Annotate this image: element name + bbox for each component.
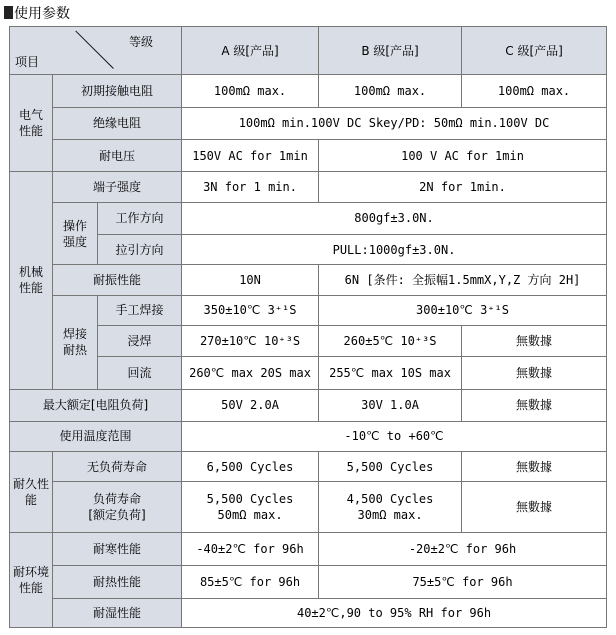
label-load-life-line2: [额定负荷] bbox=[88, 508, 146, 523]
value-temperature-range: -10℃ to +60℃ bbox=[182, 421, 607, 451]
value-terminal-strength-a: 3N for 1 min. bbox=[182, 172, 319, 202]
group-durability-line2: 能 bbox=[24, 493, 37, 508]
group-environment-line2: 性能 bbox=[18, 580, 43, 595]
label-contact-resistance: 初期接触电阻 bbox=[53, 75, 182, 107]
value-humidity: 40±2℃,90 to 95% RH for 96h bbox=[182, 598, 607, 627]
value-load-life-b-line2: 30mΩ max. bbox=[357, 508, 423, 523]
group-environment bbox=[10, 532, 53, 627]
group-mechanical bbox=[10, 172, 53, 389]
label-hand-soldering: 手工焊接 bbox=[98, 295, 182, 325]
value-insulation: 100mΩ min.100V DC Skey/PD: 50mΩ min.100V DC bbox=[182, 107, 607, 139]
label-humidity: 耐湿性能 bbox=[53, 598, 182, 627]
table-row bbox=[10, 452, 607, 482]
value-hand-soldering-bc: 300±10℃ 3⁺¹S bbox=[319, 295, 607, 325]
label-rated-load: 最大额定[电阻负荷] bbox=[10, 389, 182, 421]
value-dip-c: 無數據 bbox=[462, 325, 607, 356]
value-load-life-c: 無數據 bbox=[462, 482, 607, 533]
label-vibration: 耐振性能 bbox=[53, 265, 182, 295]
value-vibration-bc: 6N [条件: 全振幅1.5mmX,Y,Z 方向 2H] bbox=[319, 265, 607, 295]
table-row bbox=[10, 421, 607, 451]
label-withstand-voltage: 耐电压 bbox=[53, 140, 182, 172]
group-operating-line1: 操作 bbox=[62, 218, 87, 233]
header-col-a: A 级[产品] bbox=[182, 27, 319, 75]
table-row bbox=[10, 265, 607, 295]
table-row bbox=[10, 598, 607, 627]
value-pull-direction: PULL:1000gf±3.0N. bbox=[182, 235, 607, 265]
value-load-life-a-line1: 5,500 Cycles bbox=[206, 492, 294, 507]
group-solder-line2: 耐热 bbox=[62, 343, 87, 358]
label-reflow: 回流 bbox=[98, 357, 182, 389]
value-heat-a: 85±5℃ for 96h bbox=[182, 566, 319, 598]
group-electrical bbox=[10, 75, 53, 172]
value-rated-load-b: 30V 1.0A bbox=[319, 389, 462, 421]
header-item-label: 项目 bbox=[15, 55, 40, 70]
value-load-life-b bbox=[319, 482, 462, 533]
table-row bbox=[10, 532, 607, 565]
value-vibration-a: 10N bbox=[182, 265, 319, 295]
value-contact-resistance-c: 100mΩ max. bbox=[462, 75, 607, 107]
header-corner-cell bbox=[10, 27, 182, 75]
header-row bbox=[10, 27, 607, 75]
group-solder-heat bbox=[53, 295, 98, 389]
label-load-life-line1: 负荷寿命 bbox=[93, 492, 142, 507]
table-row bbox=[10, 172, 607, 202]
group-operating-strength bbox=[53, 202, 98, 265]
value-rated-load-c: 無數據 bbox=[462, 389, 607, 421]
value-no-load-life-a: 6,500 Cycles bbox=[182, 452, 319, 482]
value-cold-bc: -20±2℃ for 96h bbox=[319, 532, 607, 565]
label-temperature-range: 使用温度范围 bbox=[10, 421, 182, 451]
table-row bbox=[10, 566, 607, 598]
section-title bbox=[4, 5, 70, 23]
group-electrical-line1: 电气 bbox=[18, 108, 43, 123]
spec-table bbox=[9, 26, 607, 628]
table-row bbox=[10, 325, 607, 356]
value-load-life-b-line1: 4,500 Cycles bbox=[346, 492, 434, 507]
value-reflow-a: 260℃ max 20S max bbox=[182, 357, 319, 389]
value-hand-soldering-a: 350±10℃ 3⁺¹S bbox=[182, 295, 319, 325]
label-working-direction: 工作方向 bbox=[98, 202, 182, 234]
table-row bbox=[10, 482, 607, 533]
label-insulation: 绝缘电阻 bbox=[53, 107, 182, 139]
group-mechanical-line2: 性能 bbox=[18, 281, 43, 296]
value-contact-resistance-a: 100mΩ max. bbox=[182, 75, 319, 107]
group-electrical-line2: 性能 bbox=[18, 124, 43, 139]
table-row bbox=[10, 140, 607, 172]
table-row bbox=[10, 357, 607, 389]
label-load-life bbox=[53, 482, 182, 533]
value-reflow-c: 無數據 bbox=[462, 357, 607, 389]
value-cold-a: -40±2℃ for 96h bbox=[182, 532, 319, 565]
label-cold: 耐寒性能 bbox=[53, 532, 182, 565]
value-rated-load-a: 50V 2.0A bbox=[182, 389, 319, 421]
value-load-life-a-line2: 50mΩ max. bbox=[217, 508, 283, 523]
group-durability bbox=[10, 452, 53, 533]
header-col-c: C 级[产品] bbox=[462, 27, 607, 75]
table-row bbox=[10, 389, 607, 421]
value-no-load-life-c: 無數據 bbox=[462, 452, 607, 482]
value-withstand-voltage-a: 150V AC for 1min bbox=[182, 140, 319, 172]
value-dip-a: 270±10℃ 10⁺³S bbox=[182, 325, 319, 356]
value-contact-resistance-b: 100mΩ max. bbox=[319, 75, 462, 107]
table-row bbox=[10, 202, 607, 234]
section-title-text: 使用参数 bbox=[14, 6, 70, 22]
group-operating-line2: 强度 bbox=[62, 234, 87, 249]
group-environment-line1: 耐环境 bbox=[12, 564, 49, 579]
value-terminal-strength-bc: 2N for 1min. bbox=[319, 172, 607, 202]
value-withstand-voltage-bc: 100 V AC for 1min bbox=[319, 140, 607, 172]
label-heat: 耐热性能 bbox=[53, 566, 182, 598]
group-solder-line1: 焊接 bbox=[62, 327, 87, 342]
label-terminal-strength: 端子强度 bbox=[53, 172, 182, 202]
value-dip-b: 260±5℃ 10⁺³S bbox=[319, 325, 462, 356]
value-reflow-b: 255℃ max 10S max bbox=[319, 357, 462, 389]
label-no-load-life: 无负荷寿命 bbox=[53, 452, 182, 482]
group-durability-line1: 耐久性 bbox=[12, 477, 49, 492]
header-grade-label: 等级 bbox=[129, 35, 154, 49]
table-row bbox=[10, 295, 607, 325]
label-dip: 浸焊 bbox=[98, 325, 182, 356]
group-mechanical-line1: 机械 bbox=[18, 265, 43, 280]
label-pull-direction: 拉引方向 bbox=[98, 235, 182, 265]
header-col-b: B 级[产品] bbox=[319, 27, 462, 75]
value-load-life-a bbox=[182, 482, 319, 533]
value-heat-bc: 75±5℃ for 96h bbox=[319, 566, 607, 598]
table-row bbox=[10, 75, 607, 107]
title-marker-icon bbox=[4, 6, 13, 19]
value-no-load-life-b: 5,500 Cycles bbox=[319, 452, 462, 482]
value-working-direction: 800gf±3.0N. bbox=[182, 202, 607, 234]
table-row bbox=[10, 107, 607, 139]
table-row bbox=[10, 235, 607, 265]
